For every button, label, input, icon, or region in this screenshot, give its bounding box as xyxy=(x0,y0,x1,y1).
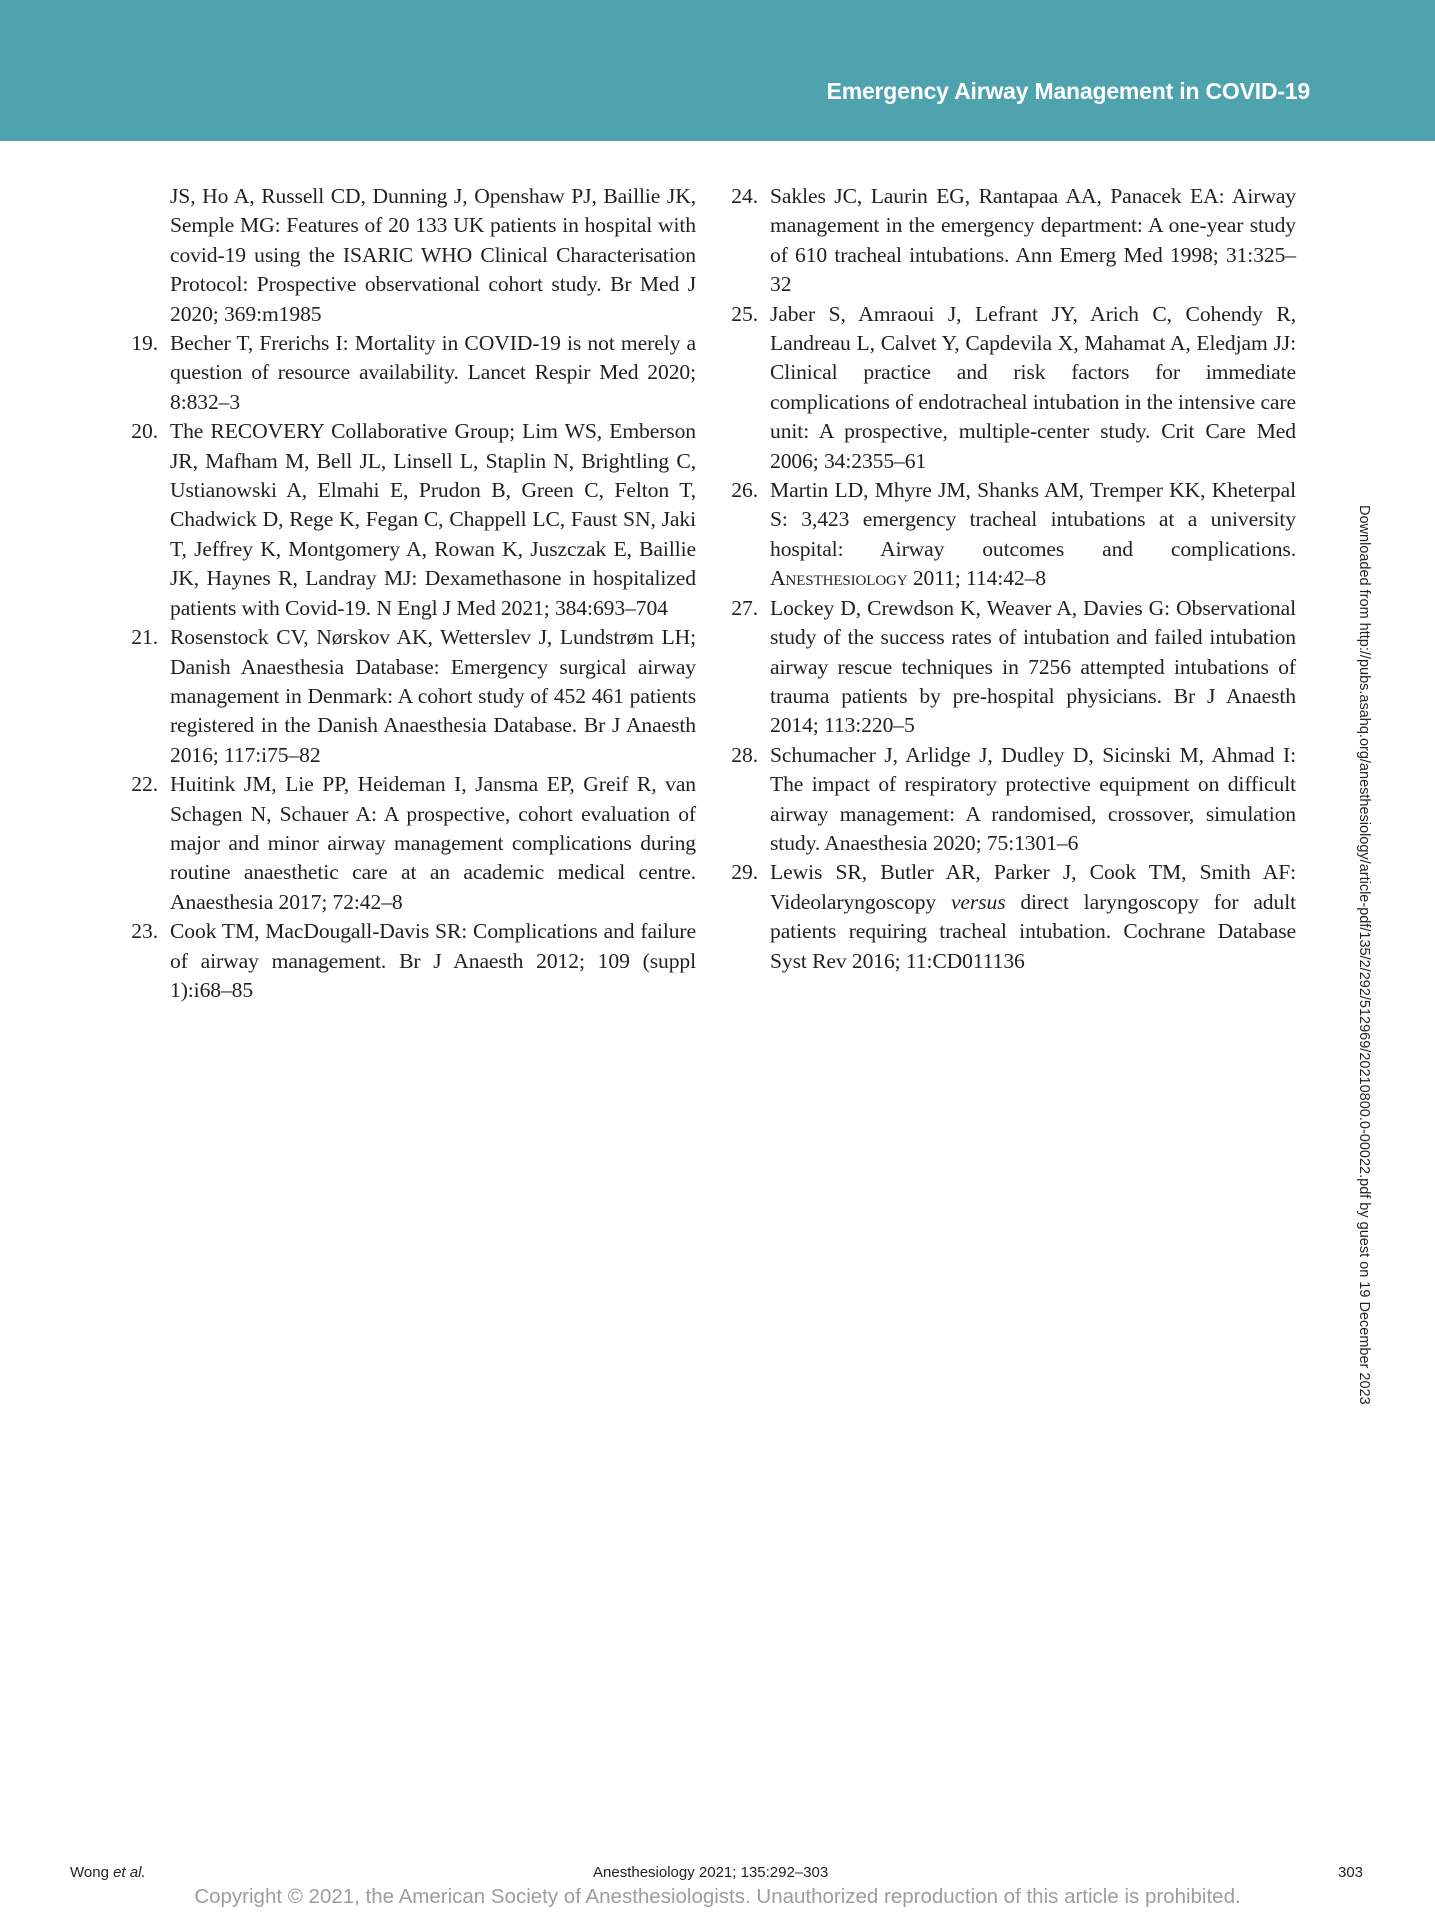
reference-number: 24. xyxy=(731,184,758,208)
footer-citation: Anesthesiology 2021; 135:292–303 xyxy=(593,1864,829,1881)
reference-number: 28. xyxy=(731,742,758,767)
reference-number: 27. xyxy=(731,595,758,620)
reference-item xyxy=(131,623,696,770)
reference-number: 22. xyxy=(131,772,158,797)
reference-italic: versus xyxy=(950,889,1006,914)
reference-text: Lockey D, Crewdson K, Weaver A, Davies G: Observational study of the success rates of intubation and failed intubation airway rescue techniques in 7256 attempted intubations of trauma patients by pre-hospital physicians. Br J Anaesth 2014; 113:220–5 xyxy=(770,595,1296,738)
journal-name: Anesthesiology xyxy=(770,566,908,591)
footer-author xyxy=(70,1864,146,1881)
reference-number: 20. xyxy=(131,419,158,444)
reference-item xyxy=(731,300,1296,476)
footer-author-name: Wong xyxy=(70,1864,114,1881)
copyright-notice: Copyright © 2021, the American Society of Anesthesiologists. Unauthorized reproduction of this article is prohibited. xyxy=(194,1885,1241,1908)
reference-text: Lewis SR, Butler AR, Parker J, Cook TM, Smith AF: Videolaryngoscopy xyxy=(770,860,1296,914)
reference-text: JS, Ho A, Russell CD, Dunning J, Openshaw PJ, Baillie JK, Semple MG: Features of 20 133 UK patients in hospital with covid-19 using the ISARIC WHO Clinical Characterisation Protocol: Prospective observational cohort study. Br Med J 2020; 369:m1985 xyxy=(170,184,696,326)
reference-text: Martin LD, Mhyre JM, Shanks AM, Tremper KK, Kheterpal S: 3,423 emergency tracheal intubations at a university hospital: Airway outcomes and complications. xyxy=(770,478,1296,561)
reference-text-end: 2011; 114:42–8 xyxy=(907,566,1046,591)
reference-item xyxy=(731,594,1296,741)
reference-text: Schumacher J, Arlidge J, Dudley D, Sicinski M, Ahmad I: The impact of respiratory protective equipment on difficult airway management: A randomised, crossover, simulation study. Anaesthesia 2020; 75:1301–6 xyxy=(770,742,1296,855)
reference-text: The RECOVERY Collaborative Group; Lim WS, Emberson JR, Mafham M, Bell JL, Linsell L, Staplin N, Brightling C, Ustianowski A, Elmahi E, Prudon B, Green C, Felton T, Chadwick D, Rege K, Fegan C, Chappell LC, Faust SN, Jaki T, Jeffrey K, Montgomery A, Rowan K, Juszczak E, Baillie JK, Haynes R, Landray MJ: Dexamethasone in hospitalized patients with Covid-19. N Engl J Med 2021; 384:693–704 xyxy=(170,419,696,620)
download-side-note: Downloaded from http://pubs.asahq.org/anesthesiology/article-pdf/135/2/292/512969/20210800.0-00022.pdf by guest on 19 December 2023 xyxy=(1356,505,1372,1405)
page-number: 303 xyxy=(1338,1864,1364,1881)
reference-text: Sakles JC, Laurin EG, Rantapaa AA, Panacek EA: Airway management in the emergency department: A one-year study of 610 tracheal intubations. Ann Emerg Med 1998; 31:325–32 xyxy=(770,184,1296,297)
reference-item xyxy=(131,917,696,1005)
reference-text: Huitink JM, Lie PP, Heideman I, Jansma EP, Greif R, van Schagen N, Schauer A: A prospective, cohort evaluation of major and minor airway management complications during routine anaesthetic care at an academic medical centre. Anaesthesia 2017; 72:42–8 xyxy=(170,772,696,914)
reference-number: 26. xyxy=(731,478,758,503)
reference-item xyxy=(131,329,696,417)
reference-number: 23. xyxy=(131,919,158,944)
header-band xyxy=(0,0,1435,141)
reference-number: 21. xyxy=(131,625,158,650)
reference-item xyxy=(731,858,1296,976)
references-left-column xyxy=(131,182,696,1005)
reference-text: Rosenstock CV, Nørskov AK, Wetterslev J, Lundstrøm LH; Danish Anaesthesia Database: Emergency surgical airway management in Denmark: A cohort study of 452 461 patients registered in the Danish Anaesthesia Database. Br J Anaesth 2016; 117:i75–82 xyxy=(170,625,696,767)
reference-text: Jaber S, Amraoui J, Lefrant JY, Arich C, Cohendy R, Landreau L, Calvet Y, Capdevila X, Mahamat A, Eledjam JJ: Clinical practice and risk factors for immediate complications of endotracheal intubation in the intensive care unit: A prospective, multiple-center study. Crit Care Med 2006; 34:2355–61 xyxy=(770,301,1296,473)
reference-item xyxy=(131,770,696,917)
reference-number: 25. xyxy=(731,301,758,326)
reference-number: 29. xyxy=(731,860,758,885)
reference-text-end: direct laryngoscopy for adult patients requiring tracheal intubation. Cochrane Database Syst Rev 2016; 11:CD011136 xyxy=(770,889,1296,973)
references-right-column xyxy=(731,182,1296,976)
reference-number: 19. xyxy=(131,331,158,356)
reference-item xyxy=(731,182,1296,300)
reference-text: Becher T, Frerichs I: Mortality in COVID-19 is not merely a question of resource availability. Lancet Respir Med 2020; 8:832–3 xyxy=(170,331,696,414)
running-title: Emergency Airway Management in COVID-19 xyxy=(826,78,1310,104)
reference-item xyxy=(731,741,1296,859)
reference-item xyxy=(131,417,696,623)
reference-text: Cook TM, MacDougall-Davis SR: Complications and failure of airway management. Br J Anaesth 2012; 109 (suppl 1):i68–85 xyxy=(170,919,696,1002)
reference-item xyxy=(140,182,696,329)
reference-item xyxy=(731,476,1296,594)
footer-author-etal: et al. xyxy=(113,1864,146,1881)
